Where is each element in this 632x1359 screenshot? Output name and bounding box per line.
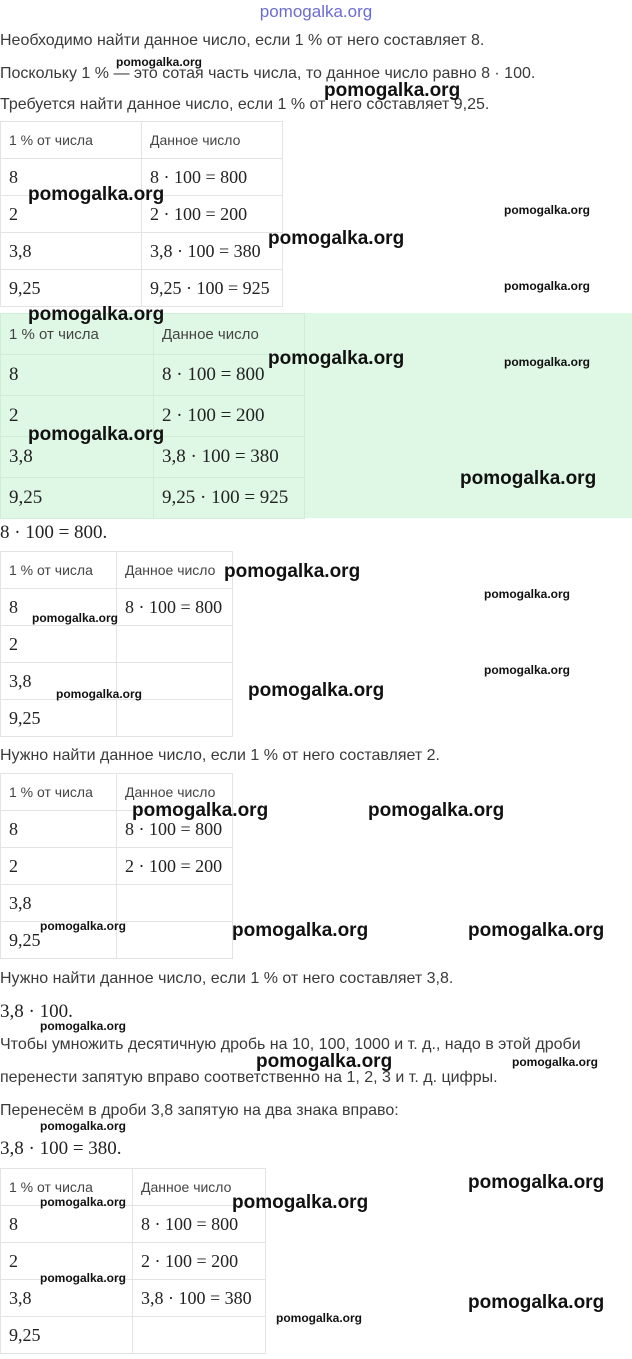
cell-percent: 8 [1, 811, 117, 848]
header-number: Данное число [142, 122, 283, 159]
cell-number [117, 700, 233, 737]
cell-number: 8 · 100 = 800 [154, 355, 305, 396]
watermark: pomogalka.org [460, 468, 597, 489]
cell-percent: 9,25 [1, 478, 154, 519]
header-number: Данное число [154, 314, 305, 355]
watermark: pomogalka.org [40, 1195, 127, 1209]
watermark: pomogalka.org [116, 55, 203, 69]
rule-paragraph-line-1: Чтобы умножить десятичную дробь на 10, 100, 1000 и т. д., надо в этой дроби [0, 1036, 581, 1053]
comma-shift-paragraph: Перенесём в дроби 3,8 запятую на два знака вправо: [0, 1102, 399, 1119]
equation-380: 3,8 · 100 = 380. [0, 1138, 122, 1159]
table-row [1, 626, 233, 663]
cell-percent: 8 [1, 1206, 133, 1243]
table-header-row [1, 552, 233, 589]
watermark: pomogalka.org [468, 1292, 605, 1313]
watermark: pomogalka.org [484, 587, 571, 601]
cell-percent: 3,8 [1, 233, 142, 270]
header-number: Данное число [117, 552, 233, 589]
cell-percent: 2 [1, 196, 142, 233]
table-row [1, 478, 305, 519]
percent-table-1 [0, 121, 283, 307]
watermark: pomogalka.org [28, 304, 165, 325]
watermark: pomogalka.org [40, 1271, 127, 1285]
watermark: pomogalka.org [484, 663, 571, 677]
rule-paragraph-line-2: перенести запятую вправо соответственно на 1, 2, 3 и т. д. цифры. [0, 1069, 498, 1086]
cell-number: 8 · 100 = 800 [142, 159, 283, 196]
watermark: pomogalka.org [232, 1192, 369, 1213]
cell-number [133, 1317, 266, 1354]
table-row [1, 1317, 266, 1354]
table-row [1, 355, 305, 396]
watermark: pomogalka.org [132, 800, 269, 821]
cell-number [117, 885, 233, 922]
watermark: pomogalka.org [512, 1055, 599, 1069]
watermark: pomogalka.org [268, 348, 405, 369]
watermark: pomogalka.org [28, 424, 165, 445]
watermark: pomogalka.org [504, 203, 591, 217]
cell-number: 9,25 · 100 = 925 [142, 270, 283, 307]
watermark: pomogalka.org [224, 561, 361, 582]
watermark: pomogalka.org [28, 184, 165, 205]
header-percent: 1 % от числа [1, 1169, 133, 1206]
percent-table-highlighted [0, 313, 305, 519]
cell-percent: 2 [1, 848, 117, 885]
cell-percent: 9,25 [1, 270, 142, 307]
watermark: pomogalka.org [56, 687, 143, 701]
cell-number: 2 · 100 = 200 [154, 396, 305, 437]
watermark: pomogalka.org [232, 920, 369, 941]
cell-number: 8 · 100 = 800 [133, 1206, 266, 1243]
cell-percent: 2 [1, 396, 154, 437]
cell-percent: 3,8 [1, 885, 117, 922]
table-row [1, 270, 283, 307]
header-number: Данное число [117, 774, 233, 811]
cell-number: 2 · 100 = 200 [142, 196, 283, 233]
cell-percent: 3,8 [1, 663, 117, 700]
watermark: pomogalka.org [368, 800, 505, 821]
equation-3-8: 3,8 · 100. [0, 1001, 73, 1022]
cell-percent: 8 [1, 589, 117, 626]
watermark: pomogalka.org [32, 611, 119, 625]
header-number: Данное число [133, 1169, 266, 1206]
cell-number: 2 · 100 = 200 [133, 1243, 266, 1280]
explanation-paragraph: Поскольку 1 % — это сотая часть числа, то данное число равно 8 · 100. [0, 65, 536, 82]
cell-number: 3,8 · 100 = 380 [154, 437, 305, 478]
table-row [1, 1206, 266, 1243]
watermark: pomogalka.org [468, 1172, 605, 1193]
site-title[interactable]: pomogalka.org [259, 2, 373, 21]
question-3-8-paragraph: Нужно найти данное число, если 1 % от него составляет 3,8. [0, 970, 454, 987]
table-row [1, 233, 283, 270]
watermark: pomogalka.org [40, 1119, 127, 1133]
cell-percent: 9,25 [1, 700, 117, 737]
cell-number: 9,25 · 100 = 925 [154, 478, 305, 519]
watermark: pomogalka.org [276, 1311, 363, 1325]
equation-800: 8 · 100 = 800. [0, 522, 108, 543]
watermark: pomogalka.org [40, 919, 127, 933]
table-row [1, 1280, 266, 1317]
header-percent: 1 % от числа [1, 774, 117, 811]
watermark: pomogalka.org [40, 1019, 127, 1033]
cell-number: 2 · 100 = 200 [117, 848, 233, 885]
task-intro-paragraph: Необходимо найти данное число, если 1 % от него составляет 8. [0, 32, 485, 49]
cell-percent: 2 [1, 1243, 133, 1280]
question-paragraph: Требуется найти данное число, если 1 % от него составляет 9,25. [0, 96, 490, 113]
header-percent: 1 % от числа [1, 314, 154, 355]
percent-table-3 [0, 551, 233, 737]
watermark: pomogalka.org [504, 355, 591, 369]
header-percent: 1 % от числа [1, 552, 117, 589]
watermark: pomogalka.org [468, 920, 605, 941]
cell-percent: 9,25 [1, 922, 117, 959]
table-header-row [1, 122, 283, 159]
watermark: pomogalka.org [268, 228, 405, 249]
cell-percent: 8 [1, 159, 142, 196]
cell-number [117, 922, 233, 959]
table-row [1, 885, 233, 922]
watermark: pomogalka.org [248, 680, 385, 701]
cell-percent: 8 [1, 355, 154, 396]
cell-percent: 2 [1, 626, 117, 663]
cell-number [117, 626, 233, 663]
cell-number: 8 · 100 = 800 [117, 589, 233, 626]
cell-percent: 9,25 [1, 1317, 133, 1354]
cell-number: 8 · 100 = 800 [117, 811, 233, 848]
table-row [1, 848, 233, 885]
watermark: pomogalka.org [256, 1051, 393, 1072]
question-2-paragraph: Нужно найти данное число, если 1 % от него составляет 2. [0, 747, 440, 764]
watermark: pomogalka.org [504, 279, 591, 293]
watermark: pomogalka.org [324, 80, 461, 101]
cell-percent: 3,8 [1, 1280, 133, 1317]
cell-number: 3,8 · 100 = 380 [142, 233, 283, 270]
table-row [1, 700, 233, 737]
cell-percent: 3,8 [1, 437, 154, 478]
cell-number: 3,8 · 100 = 380 [133, 1280, 266, 1317]
header-percent: 1 % от числа [1, 122, 142, 159]
